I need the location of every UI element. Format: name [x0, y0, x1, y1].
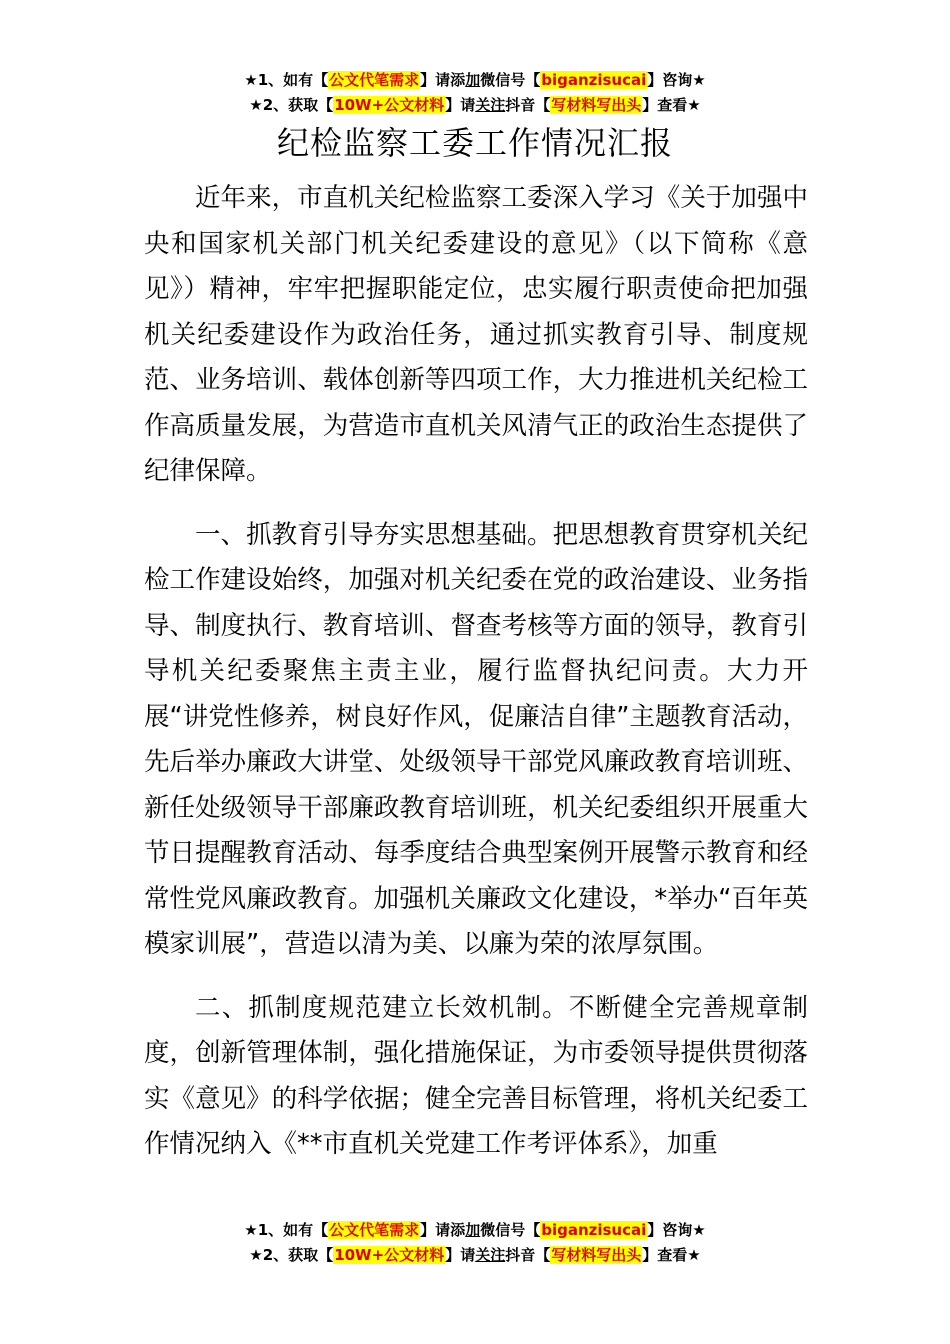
paragraph-intro: 近年来，市直机关纪检监察工委深入学习《关于加强中央和国家机关部门机关纪委建设的意见》（以下简称《意见》）精神，牢牢把握职能定位，忠实履行职责使命把加强机关纪委建设作为政治任务，通过抓实教育引导、制度规范、业务培训、载体创新等四项工作，大力推进机关纪检工作高质量发展，为营造市直机关风清气正的政治生态提供了纪律保障。	[144, 183, 808, 486]
paragraph-section-2: 二、抓制度规范建立长效机制。不断健全完善规章制度，创新管理体制，强化措施保证，为市委领导提供贯彻落实《意见》的科学依据；健全完善目标管理，将机关纪委工作情况纳入《**市直机关党建工作考评体系》，加重	[144, 992, 808, 1159]
highlight-douyin-id: 写材料写出头	[551, 96, 642, 114]
document-body	[144, 176, 808, 1186]
highlight-douyin-id: 写材料写出头	[551, 1246, 642, 1264]
header-notice-line-2: ★2、获取【10W+公文材料】请关注抖音【写材料写出头】查看★	[249, 96, 701, 114]
highlight-service: 公文代笔需求	[329, 1221, 420, 1239]
footer-notice	[0, 1218, 950, 1268]
highlight-materials: 10W+公文材料	[334, 96, 445, 114]
document-title: 纪检监察工委工作情况汇报	[276, 124, 673, 162]
highlight-service: 公文代笔需求	[329, 71, 420, 89]
footer-notice-line-1: ★1、如有【公文代笔需求】请添加微信号【biganzisucai】咨询★	[244, 1221, 706, 1239]
highlight-wechat-id: biganzisucai	[541, 1221, 647, 1239]
header-notice	[0, 68, 950, 118]
footer-notice-line-2: ★2、获取【10W+公文材料】请关注抖音【写材料写出头】查看★	[249, 1246, 701, 1264]
highlight-materials: 10W+公文材料	[334, 1246, 445, 1264]
header-notice-line-1: ★1、如有【公文代笔需求】请添加微信号【biganzisucai】咨询★	[244, 71, 706, 89]
paragraph-section-1: 一、抓教育引导夯实思想基础。把思想教育贯穿机关纪检工作建设始终，加强对机关纪委在党的政治建设、业务指导、制度执行、教育培训、督查考核等方面的领导，教育引导机关纪委聚焦主责主业，履行监督执纪问责。大力开展“讲党性修养，树良好作风，促廉洁自律”主题教育活动，先后举办廉政大讲堂、处级领导干部党风廉政教育培训班、新任处级领导干部廉政教育培训班，机关纪委组织开展重大节日提醒教育活动、每季度结合典型案例开展警示教育和经常性党风廉政教育。加强机关廉政文化建设，*举办“百年英模家训展”，营造以清为美、以廉为荣的浓厚氛围。	[144, 519, 808, 959]
highlight-wechat-id: biganzisucai	[541, 71, 647, 89]
